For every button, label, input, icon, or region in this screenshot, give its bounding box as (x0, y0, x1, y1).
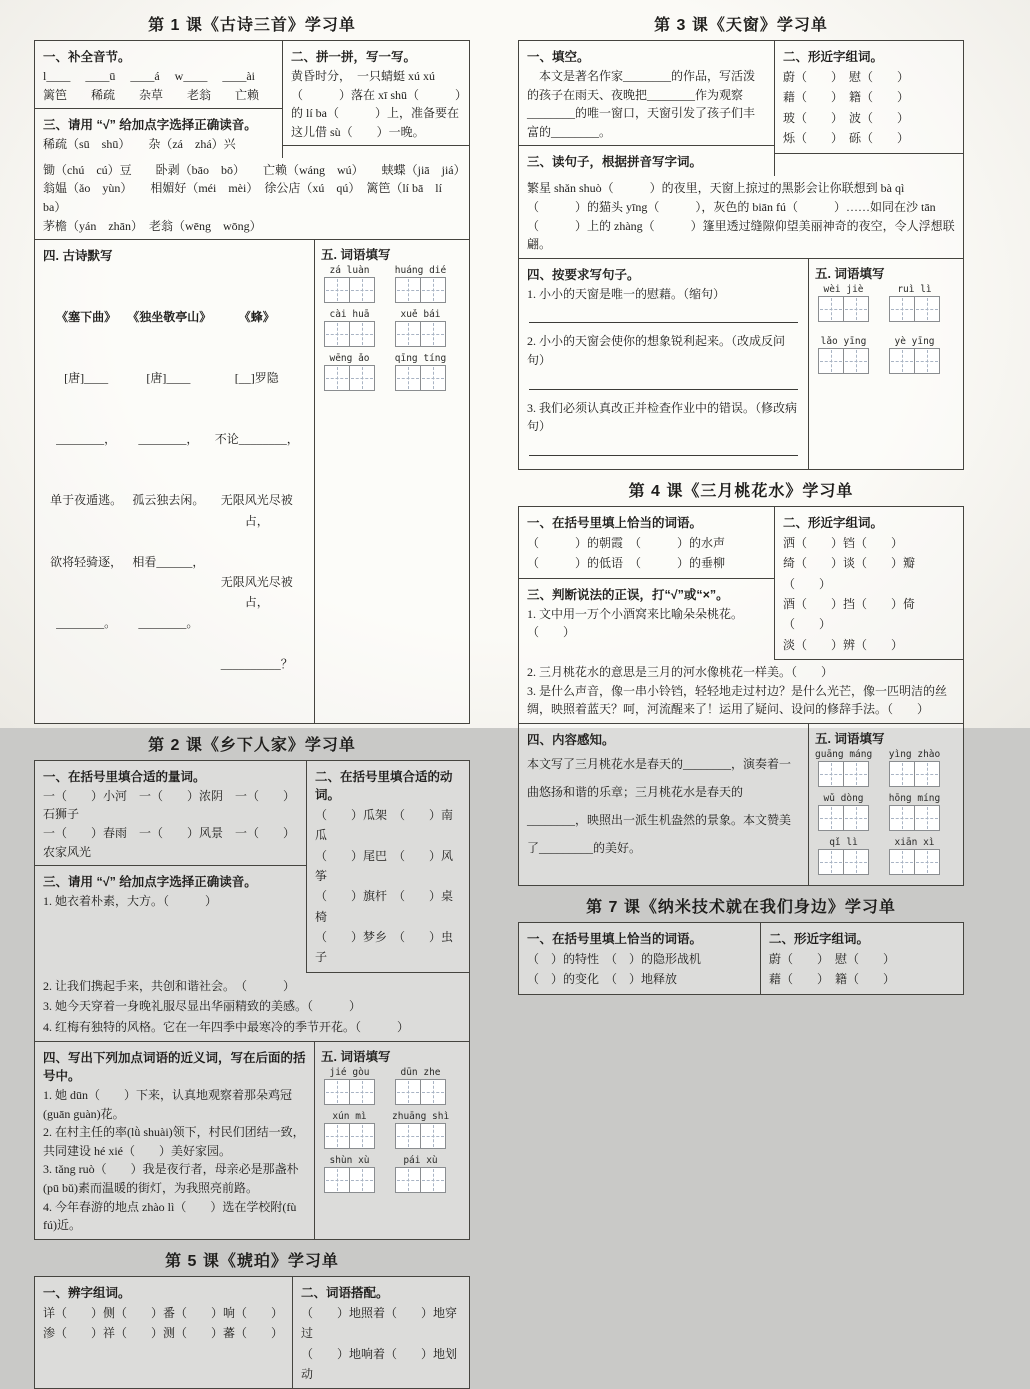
section-heading: 四、按要求写句子。 (527, 267, 640, 282)
text-line: （ ）地照着（ ）地穿过 (301, 1305, 458, 1341)
lesson3-section-3-head (519, 146, 774, 176)
text-line: 稀疏（sū shū） 杂（zá zhá）兴 (43, 137, 236, 152)
text-line: 篱笆 稀疏 杂草 老翁 亡赖 (43, 87, 260, 102)
pinyin-label: ruì lì (897, 283, 932, 295)
lesson1-section-3-head (35, 109, 282, 158)
text-line: 1. 她衣着朴素，大方。（ ） (43, 894, 218, 909)
writing-word (321, 1067, 378, 1105)
writing-word (392, 1067, 449, 1105)
text-line: 渗（ ）祥（ ）测（ ）蕃（ ） (43, 1326, 284, 1341)
text-line: 1. 她 dūn（ ）下来，认真地观察着那朵鸡冠(guān guàn)花。 (43, 1088, 293, 1121)
lesson2-panel (34, 760, 470, 1240)
text-line: 酒（ ）挡（ ）倚（ ） (783, 596, 916, 632)
writing-word (321, 1111, 378, 1149)
text-line: 3. 她今天穿着一身晚礼服尽显出华丽精致的美感。（ ） (43, 999, 362, 1014)
text-line: 2. 三月桃花水的意思是三月的河水像桃花一样美。（ ） (527, 665, 834, 680)
text-line: （ ）地响着（ ）地划动 (301, 1346, 458, 1381)
answer-line (529, 377, 798, 390)
text-paragraph: 繁星 shǎn shuò（ ）的夜里，天窗上掠过的黑影会让你联想到 bà qì（ ）的猫头 yīng（ ），灰色的 biān fú（ ）……如同在沙 tān（ ）上的 zhàng（ ）篷里透过缝隙仰望美丽神奇的夜空，令人浮想联翩。 (527, 181, 955, 252)
lesson1-section-3-rest (35, 158, 469, 239)
text-line: 详（ ）侧（ ）番（ ）响（ ） (43, 1305, 284, 1320)
lesson1-section-4 (35, 240, 314, 723)
text-line: 蔚（ ） 慰（ ） (769, 951, 896, 966)
writing-grid (886, 296, 943, 322)
text-line: 1. 文中用一万个小酒窝来比喻朵朵桃花。（ ） (527, 606, 744, 640)
left-column (34, 4, 470, 1389)
section-heading: 五. 词语填写 (815, 266, 885, 281)
text-line: 2. 让我们携起手来，共创和谐社会。 （ ） (43, 978, 296, 993)
text-paragraph: 黄昏时分， 一只蜻蜓 xú xú（ ）落在 xī shū（ ）的 lí ba（ ）上，准备要在这儿借 sù（ ）一晚。 (291, 69, 462, 139)
writing-grid (321, 365, 378, 391)
lesson7-section-1 (519, 923, 760, 994)
writing-grid (321, 1167, 378, 1193)
text-paragraph: 本文是著名作家________的作品，写活泼的孩子在雨天、夜晚把________作为观察________的唯一窗口，天窗引发了孩子们丰富的________。 (527, 69, 756, 139)
lesson7-panel (518, 922, 964, 995)
pinyin-label: yìng zhào (888, 748, 941, 760)
lesson1-section-2 (283, 41, 469, 146)
text-line: 烁（ ） 砾（ ） (783, 131, 910, 146)
writing-grid (815, 296, 872, 322)
section-heading: 四、内容感知。 (527, 732, 615, 747)
text-line: （ ）梦乡 （ ）虫子 (315, 930, 454, 965)
writing-word (886, 284, 943, 322)
lesson3-section-2 (775, 41, 963, 154)
section-heading: 五. 词语填写 (321, 1050, 391, 1065)
text-line: 绮（ ）谈（ ）瓣（ ） (783, 556, 916, 591)
writing-word (815, 284, 872, 322)
writing-grid (392, 277, 449, 303)
lesson4-section-3-head (519, 579, 774, 646)
section-heading: 五. 词语填写 (321, 248, 391, 263)
text-line: l____ ____ū ____á w____ ____ài (43, 69, 255, 83)
lesson4-section-4 (519, 724, 808, 885)
writing-word (392, 309, 449, 347)
lesson3-section-5 (808, 259, 963, 469)
text-line: （ ）瓜架 （ ）南瓜 (315, 807, 454, 843)
lesson2-title: 第 2 课《乡下人家》学习单 (148, 736, 356, 754)
lesson4-section-2 (775, 507, 963, 660)
lesson7-title: 第 7 课《纳米技术就在我们身边》学习单 (586, 898, 896, 916)
writing-word (886, 336, 943, 374)
section-heading: 二、拼一拼，写一写。 (291, 50, 417, 64)
writing-grid (886, 348, 943, 374)
writing-grid (392, 321, 449, 347)
section-heading: 一、在括号里填上恰当的词语。 (527, 515, 703, 530)
text-line: （ ）的朝霞 （ ）的水声 (527, 535, 726, 550)
text-line: 2. 在村主任的率(lǜ shuài)领下，村民们团结一致，共同建设 hé xié（ ）美好家园。 (43, 1125, 305, 1158)
lesson5-panel (34, 1276, 470, 1389)
text-line: 藉（ ） 籍（ ） (783, 90, 910, 105)
text-line: （ ）的特性 （ ）的隐形战机 (527, 951, 702, 966)
writing-grid (321, 1079, 378, 1105)
lesson4-title: 第 4 课《三月桃花水》学习单 (628, 482, 854, 500)
section-heading: 五. 词语填写 (815, 731, 885, 746)
text-line: 玻（ ） 波（ ） (783, 110, 910, 125)
pinyin-label: wèi jiè (823, 283, 864, 295)
text-line: 藉（ ） 籍（ ） (769, 972, 896, 987)
writing-word (815, 837, 872, 875)
text-line: （ ）的低语 （ ）的垂柳 (527, 556, 726, 571)
text-line: 1. 小小的天窗是唯一的慰藉。（缩句） (527, 286, 726, 301)
section-heading: 一、辨字组词。 (43, 1285, 131, 1300)
section-heading: 三、判断说法的正误，打“√”或“×”。 (527, 587, 729, 602)
text-line: 一（ ）春雨 一（ ）风景 一（ ）农家风光 (43, 825, 296, 859)
lesson2-section-3-head (35, 866, 306, 915)
pinyin-label: xuě bái (400, 309, 441, 321)
pinyin-label: qǐ lì (829, 836, 858, 848)
lesson1-section-1 (35, 41, 282, 109)
pinyin-label: wēng ǎo (329, 353, 370, 365)
text-line: 一（ ）小河 一（ ）浓阴 一（ ）石狮子 (43, 788, 296, 822)
text-line: （ ）的变化 （ ）地释放 (527, 972, 678, 987)
text-line: 4. 今年春游的地点 zhào lì（ ）选在学校附(fù fú)近。 (43, 1199, 309, 1233)
lesson1-section-5 (314, 240, 469, 723)
section-heading: 一、补全音节。 (43, 50, 131, 64)
section-heading: 一、在括号里填合适的量词。 (43, 769, 206, 784)
lesson3-section-1 (519, 41, 774, 146)
lesson4-panel (518, 506, 964, 886)
writing-word (321, 353, 378, 391)
section-heading: 二、形近字组词。 (783, 515, 884, 530)
writing-word (321, 265, 378, 303)
section-heading: 三、请用 “√” 给加点字选择正确读音。 (43, 875, 257, 890)
text-line: 2. 小小的天窗会使你的想象锐利起来。（改成反问句） (527, 334, 786, 367)
section-heading: 一、填空。 (527, 50, 590, 64)
pinyin-label: wǔ dòng (823, 792, 864, 804)
writing-grid (815, 805, 872, 831)
text-line: （ ）尾巴 （ ）风筝 (315, 848, 454, 883)
pinyin-label: qīng tíng (394, 353, 447, 365)
text-line: 3. 我们必须认真改正并检查作业中的错误。（修改病句） (527, 400, 798, 434)
section-heading: 四、写出下列加点词语的近义词，写在后面的括号中。 (43, 1051, 306, 1084)
pinyin-label: zá luàn (329, 265, 370, 277)
lesson1-title: 第 1 课《古诗三首》学习单 (148, 17, 356, 34)
writing-word (886, 793, 943, 831)
pinyin-label: huáng dié (394, 265, 447, 277)
lesson4-section-5 (808, 724, 963, 885)
lesson3-section-3-body (519, 176, 963, 257)
text-line: 淡（ ）辨（ ） (783, 637, 904, 652)
pinyin-label: hōng míng (888, 792, 941, 804)
section-heading: 二、形近字组词。 (783, 50, 884, 64)
writing-grid (392, 1167, 449, 1193)
writing-grid (815, 348, 872, 374)
lesson5-section-2 (292, 1277, 469, 1389)
text-line: 3. tǎng ruò（ ）我是夜行者，母亲必是那盏朴(pū bǔ)素而温暖的街灯，为我照亮前路。 (43, 1162, 299, 1196)
writing-grid (886, 849, 943, 875)
pinyin-label: zhuāng shì (392, 1111, 450, 1123)
writing-word (392, 265, 449, 303)
text-line: 翁媪（ǎo yùn） 相媚好（méi mèi） 徐公店（xú qú） 篱笆（lí bā lí ba） (43, 181, 445, 214)
text-paragraph: 3. 是什么声音，像一串小铃铛，轻轻地走过村边？是什么光芒，像一匹明洁的丝绸，映照着蓝天？呵，河流醒来了！运用了疑问、设问的修辞手法。（ ） (527, 683, 948, 717)
poem-saixiaqu: 《塞下曲》 [唐]____ ________， 单于夜遁逃。 欲将轻骑逐， ________。 (50, 309, 123, 630)
section-heading: 一、在括号里填上恰当的词语。 (527, 931, 703, 946)
pinyin-label: jié gòu (329, 1067, 370, 1079)
section-heading: 四. 古诗默写 (43, 249, 113, 264)
text-line: 茅檐（yán zhān） 老翁（wēng wōng） (43, 218, 262, 233)
lesson4-section-1 (519, 507, 774, 579)
writing-word (886, 749, 943, 787)
lesson1-panel (34, 40, 470, 724)
writing-grid (886, 805, 943, 831)
lesson3-panel (518, 40, 964, 470)
writing-word (886, 837, 943, 875)
lesson5-section-1 (35, 1277, 292, 1389)
poem-columns (43, 266, 306, 719)
text-line: 4. 红梅有独特的风格。它在一年四季中最寒冷的季节开花。（ ） (43, 1019, 410, 1034)
text-line: 锄（chú cú）豆 卧剥（bāo bō） 亡赖（wáng wú） 蛱蝶（jiā jiá） (43, 162, 466, 177)
pinyin-label: lǎo yīng (820, 335, 867, 347)
poem-duzuojingtingshan: 《独坐敬亭山》 [唐]____ ________， 孤云独去闲。 相看______， ________。 (127, 309, 212, 630)
lesson2-section-1 (35, 761, 306, 866)
section-heading: 二、词语搭配。 (301, 1285, 389, 1300)
writing-grid (886, 761, 943, 787)
writing-grid (321, 277, 378, 303)
lesson4-section-3-rest (519, 660, 963, 723)
writing-grid (321, 1123, 378, 1149)
section-heading: 二、形近字组词。 (769, 931, 870, 946)
section-heading: 三、读句子，根据拼音写字词。 (527, 155, 703, 170)
writing-grid (321, 321, 378, 347)
writing-grid (815, 849, 872, 875)
pinyin-label: cài huā (329, 309, 370, 321)
writing-word (392, 353, 449, 391)
lesson7-section-2 (760, 923, 963, 994)
poem-feng: 《蜂》 [__]罗隐 不论________， 无限风光尽被占， 无限风光尽被占， __________？ (214, 309, 299, 671)
pinyin-label: xún mì (332, 1111, 367, 1123)
writing-grid (392, 1123, 449, 1149)
writing-word (321, 1155, 378, 1193)
writing-word (392, 1155, 449, 1193)
lesson2-section-4 (35, 1042, 314, 1239)
writing-word (815, 793, 872, 831)
pinyin-label: yè yīng (894, 335, 935, 347)
pinyin-label: guāng máng (815, 748, 873, 760)
text-paragraph: 本文写了三月桃花水是春天的________，演奏着一曲悠扬和谐的乐章；三月桃花水是春天的________，映照出一派生机盎然的景象。本文赞美了_________的美好。 (527, 756, 792, 856)
lesson5-title: 第 5 课《琥珀》学习单 (165, 1252, 339, 1270)
writing-grid (815, 761, 872, 787)
pinyin-label: xiān xì (894, 836, 935, 848)
lesson3-section-4 (519, 259, 808, 469)
writing-word (815, 336, 872, 374)
answer-line (529, 310, 798, 323)
pinyin-label: shùn xù (329, 1155, 370, 1167)
writing-grid (392, 365, 449, 391)
writing-grid (392, 1079, 449, 1105)
section-heading: 二、在括号里填合适的动词。 (315, 769, 453, 802)
section-heading: 三、请用 “√” 给加点字选择正确读音。 (43, 118, 257, 133)
text-line: 洒（ ）铛（ ） (783, 535, 904, 550)
pinyin-label: pái xù (403, 1155, 438, 1167)
writing-word (392, 1111, 449, 1149)
writing-word (321, 309, 378, 347)
text-line: 蔚（ ） 慰（ ） (783, 70, 910, 84)
answer-line (529, 443, 798, 456)
pinyin-label: dūn zhe (400, 1067, 441, 1079)
writing-word (815, 749, 872, 787)
lesson2-section-3-rest (35, 973, 469, 1041)
lesson3-title: 第 3 课《天窗》学习单 (654, 17, 828, 34)
lesson2-section-5 (314, 1042, 469, 1239)
right-column (518, 4, 964, 1389)
lesson2-section-2 (307, 761, 469, 973)
text-line: （ ）旗杆 （ ）桌椅 (315, 889, 454, 924)
